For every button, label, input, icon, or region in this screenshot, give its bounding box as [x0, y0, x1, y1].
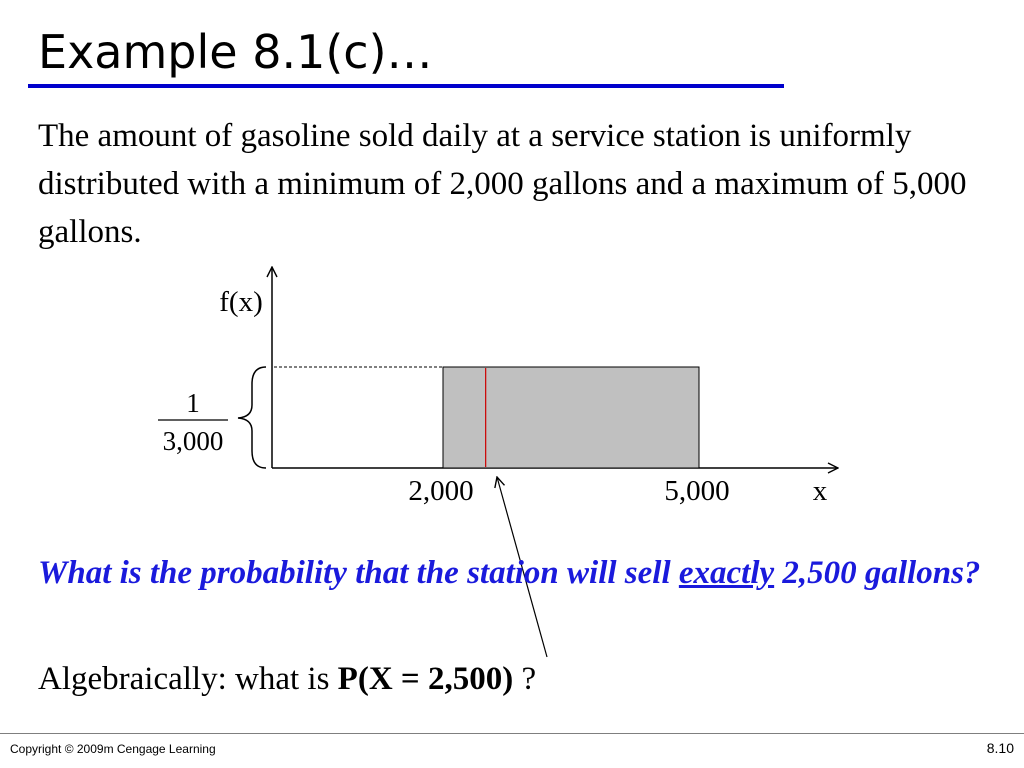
- algebraic-question: [38, 656, 536, 702]
- x-min-tick-label: 2,000: [408, 475, 474, 507]
- x-axis-label: x: [812, 475, 828, 507]
- algebra-prefix: Algebraically: what is: [38, 661, 338, 697]
- algebra-suffix: ?: [513, 661, 537, 697]
- y-axis-label: f(x): [219, 286, 263, 318]
- question-text-end: 2,500 gallons?: [774, 555, 981, 591]
- problem-statement: The amount of gasoline sold daily at a service station is uniformly distributed with a minimum of 2,000 gallons and a maximum of 5,000 gallons.: [38, 118, 967, 250]
- density-numerator: 1: [186, 388, 200, 418]
- x-max-tick-label: 5,000: [664, 475, 730, 507]
- question-emphasis: exactly: [678, 555, 775, 591]
- copyright-notice: Copyright © 2009m Cengage Learning: [10, 742, 216, 756]
- probability-question: [38, 550, 998, 596]
- density-brace: [238, 367, 266, 468]
- question-text-start: What is the probability that the station will sell: [38, 555, 679, 591]
- density-denominator: 3,000: [162, 426, 224, 456]
- slide-title: Example 8.1(c)…: [38, 25, 433, 79]
- footer-divider: [0, 733, 1024, 734]
- probability-expression: P(X = 2,500): [337, 661, 514, 697]
- density-rectangle: [443, 367, 699, 468]
- slide-number: 8.10: [986, 740, 1014, 756]
